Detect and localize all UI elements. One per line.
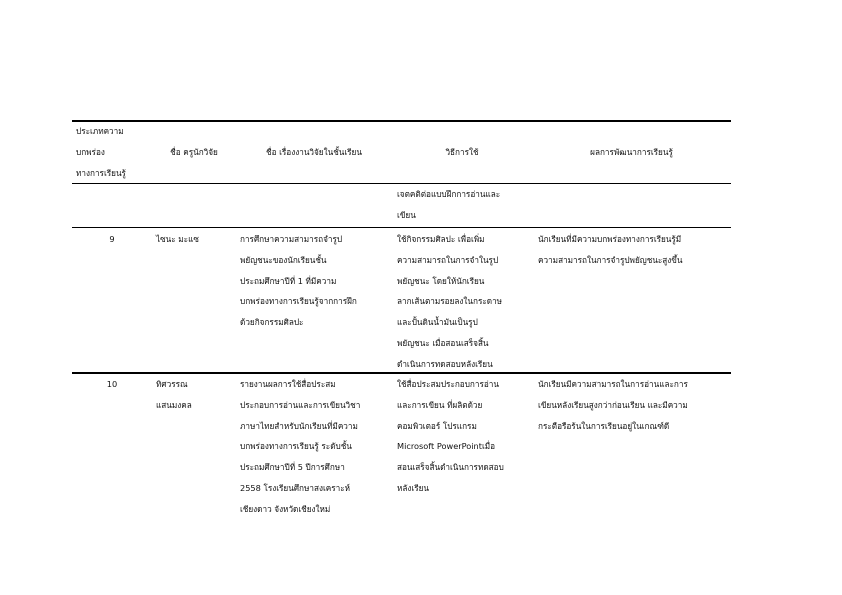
table-top-border	[72, 120, 731, 122]
table-cell-title: รายงานผลการใช้สื่อประสม ประกอบการอ่านและการเขียนวิชา ภาษาไทยสำหรับนักเรียนที่มีความ บกพร่องทางการเรียนรู้ ระดับชั้น ประถมศึกษาปีที่ 5 ปีการศึกษา 2558 โรงเรียนศึกษาสงเคราะห์ เชียงดาว จังหวัดเชียงใหม่	[240, 379, 361, 514]
table-cell-method: ใช้กิจกรรมศิลปะ เพื่อเพิ่ม ความสามารถในการจำในรูป พยัญชนะ โดยให้นักเรียน ลากเส้นตามรอยลงในกระดาษ และปั้นดินน้ำมันเป็นรูป พยัญชนะ เมื่อสอนเสร็จสิ้น ดำเนินการทดสอบหลังเรียน	[397, 234, 503, 369]
table-cell-result: นักเรียนมีความสามารถในการอ่านและการ เขียนหลังเรียนสูงกว่าก่อนเรียน และมีความ กระตือรือร้นในการเรียนอยู่ในเกณฑ์ดี	[538, 379, 688, 431]
table-cell-title: การศึกษาความสามารถจำรูป พยัญชนะของนักเรียนชั้น ประถมศึกษาปีที่ 1 ที่มีความ บกพร่องทางการเรียนรู้จากการฝึก ด้วยกิจกรรมศิลปะ	[240, 234, 357, 328]
table-cell-type: 10	[106, 379, 118, 389]
table-cell-researcher: ทิศวรรณ แสนมงคล	[156, 379, 192, 410]
table-cell-researcher: ไซนะ มะแซ	[156, 234, 199, 244]
header-method: วิธีการใช้	[445, 147, 479, 157]
header-result: ผลการพัฒนาการเรียนรู้	[590, 147, 673, 157]
header-researcher: ชื่อ ครูนักวิจัย	[170, 147, 218, 157]
table-cell-result: นักเรียนที่มีความบกพร่องทางการเรียนรู้มี ความสามารถในการจำรูปพยัญชนะสูงขึ้น	[538, 234, 683, 265]
table-cell-method: ใช้สื่อประสมประกอบการอ่าน และการเขียน ที่ผลิตด้วย คอมพิวเตอร์ โปรแกรม Microsoft PowerPointเมื่อ สอนเสร็จสิ้นดำเนินการทดสอบ หลังเรียน	[397, 379, 504, 493]
table-cell-type: 9	[109, 234, 115, 244]
table-cell-method: เจตคติต่อแบบฝึกการอ่านและ เขียน	[397, 189, 501, 220]
header-type: ประเภทความ บกพร่อง ทางการเรียนรู้	[76, 126, 126, 178]
header-title: ชื่อ เรื่องงานวิจัยในชั้นเรียน	[266, 147, 362, 157]
row-divider	[72, 227, 731, 228]
